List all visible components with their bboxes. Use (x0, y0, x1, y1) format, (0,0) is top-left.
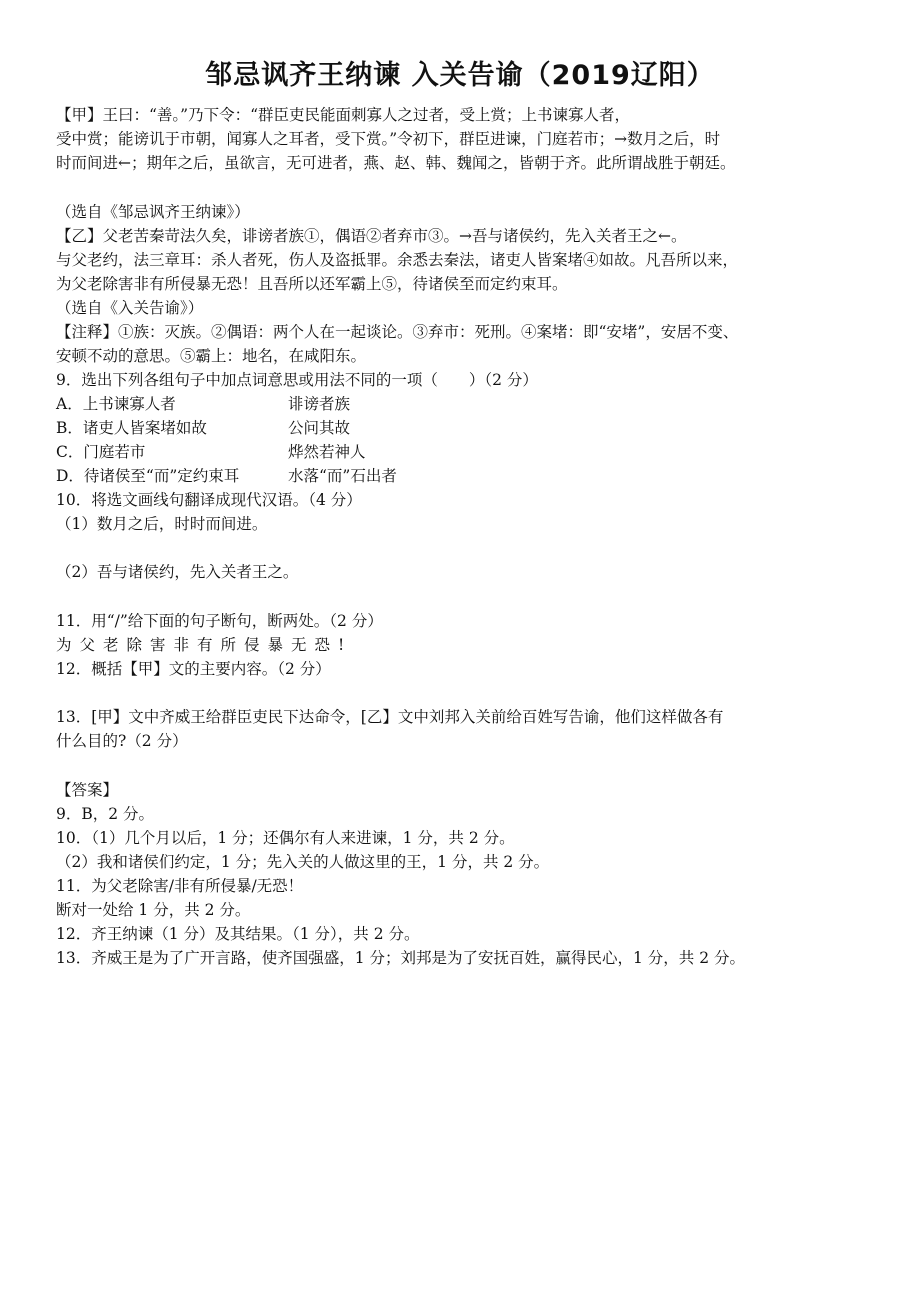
yi-source: （选自《入关告谕》） (56, 299, 204, 317)
yi-line-3: 为父老除害非有所侵暴无恐！且吾所以还军霸上⑤，待诸侯至而定约束耳。 (56, 275, 568, 293)
q9-option-a (56, 393, 351, 415)
answer-12: 12．齐王纳谏（1 分）及其结果。（1 分），共 2 分。 (56, 925, 420, 943)
jia-line-1: 【甲】王曰：“善。”乃下令：“群臣吏民能面刺寡人之过者，受上赏；上书谏寡人者， (56, 106, 631, 124)
answer-13: 13．齐威王是为了广开言路，使齐国强盛，1 分；刘邦是为了安抚百姓，赢得民心，1 分，共 2 分。 (56, 949, 746, 967)
q9-stem: 9．选出下列各组句子中加点词意思或用法不同的一项（ ）（2 分） (56, 371, 538, 389)
answer-9: 9．B，2 分。 (56, 805, 155, 823)
notes-line-2: 安顿不动的意思。⑤霸上：地名，在咸阳东。 (56, 347, 367, 365)
yi-line-1: 【乙】父老苦秦苛法久矣，诽谤者族①，偶语②者弃市③。→吾与诸侯约，先入关者王之←。 (56, 227, 687, 245)
answer-10-2: （2）我和诸侯们约定，1 分；先入关的人做这里的王，1 分，共 2 分。 (56, 853, 550, 871)
q9-option-b-right: 公问其故 (288, 419, 351, 437)
answers-heading: 【答案】 (56, 781, 119, 799)
q9-option-c-left: C．门庭若市 (56, 443, 146, 461)
notes-line-1: 【注释】①族：灭族。②偶语：两个人在一起谈论。③弃市：死刑。④案堵：即“安堵”，安居不变、 (56, 323, 739, 341)
q13-line-2: 什么目的?（2 分） (56, 732, 188, 750)
q9-option-d-right: 水落“而”石出者 (288, 467, 397, 485)
q13-line-1: 13．[甲】文中齐威王给群臣吏民下达命令，[乙】文中刘邦入关前给百姓写告谕，他们这样做各有 (56, 708, 724, 726)
q9-option-a-right: 诽谤者族 (288, 395, 351, 413)
jia-line-3: 时而间进←；期年之后，虽欲言，无可进者，燕、赵、韩、魏闻之，皆朝于齐。此所谓战胜于朝廷。 (56, 154, 736, 172)
q9-option-b (56, 417, 351, 439)
q11-stem: 11．用“/”给下面的句子断句，断两处。（2 分） (56, 612, 383, 630)
answer-10-1: 10．（1）几个月以后，1 分；还偶尔有人来进谏，1 分，共 2 分。 (56, 829, 515, 847)
answer-11: 11．为父老除害/非有所侵暴/无恐！ (56, 877, 304, 895)
q9-option-d (56, 465, 397, 487)
q10-stem: 10．将选文画线句翻译成现代汉语。（4 分） (56, 491, 362, 509)
q9-option-b-left: B．诸吏人皆案堵如故 (56, 419, 207, 437)
document-title: 邹忌讽齐王纳谏 入关告谕（2019辽阳） (205, 60, 715, 91)
q9-option-c-right: 烨然若神人 (288, 443, 366, 461)
q9-option-a-left: A．上书谏寡人者 (56, 395, 176, 413)
q9-option-d-left: D．待诸侯至“而”定约束耳 (56, 467, 240, 485)
q9-option-c (56, 441, 366, 463)
jia-line-2: 受中赏；能谤讥于市朝，闻寡人之耳者，受下赏。”令初下，群臣进谏，门庭若市；→数月之后，时 (56, 130, 721, 148)
q12-stem: 12．概括【甲】文的主要内容。（2 分） (56, 660, 331, 678)
answer-11-scoring: 断对一处给 1 分，共 2 分。 (56, 901, 251, 919)
q10-sentence-1: （1）数月之后，时时而间进。 (56, 515, 268, 533)
yi-line-2: 与父老约，法三章耳：杀人者死，伤人及盗抵罪。余悉去秦法，诸吏人皆案堵④如故。凡吾所以来， (56, 251, 739, 269)
q10-sentence-2: （2）吾与诸侯约，先入关者王之。 (56, 563, 299, 581)
q11-sentence: 为父老除害非有所侵暴无恐! (56, 636, 353, 654)
jia-source: （选自《邹忌讽齐王纳谏》） (56, 203, 250, 221)
